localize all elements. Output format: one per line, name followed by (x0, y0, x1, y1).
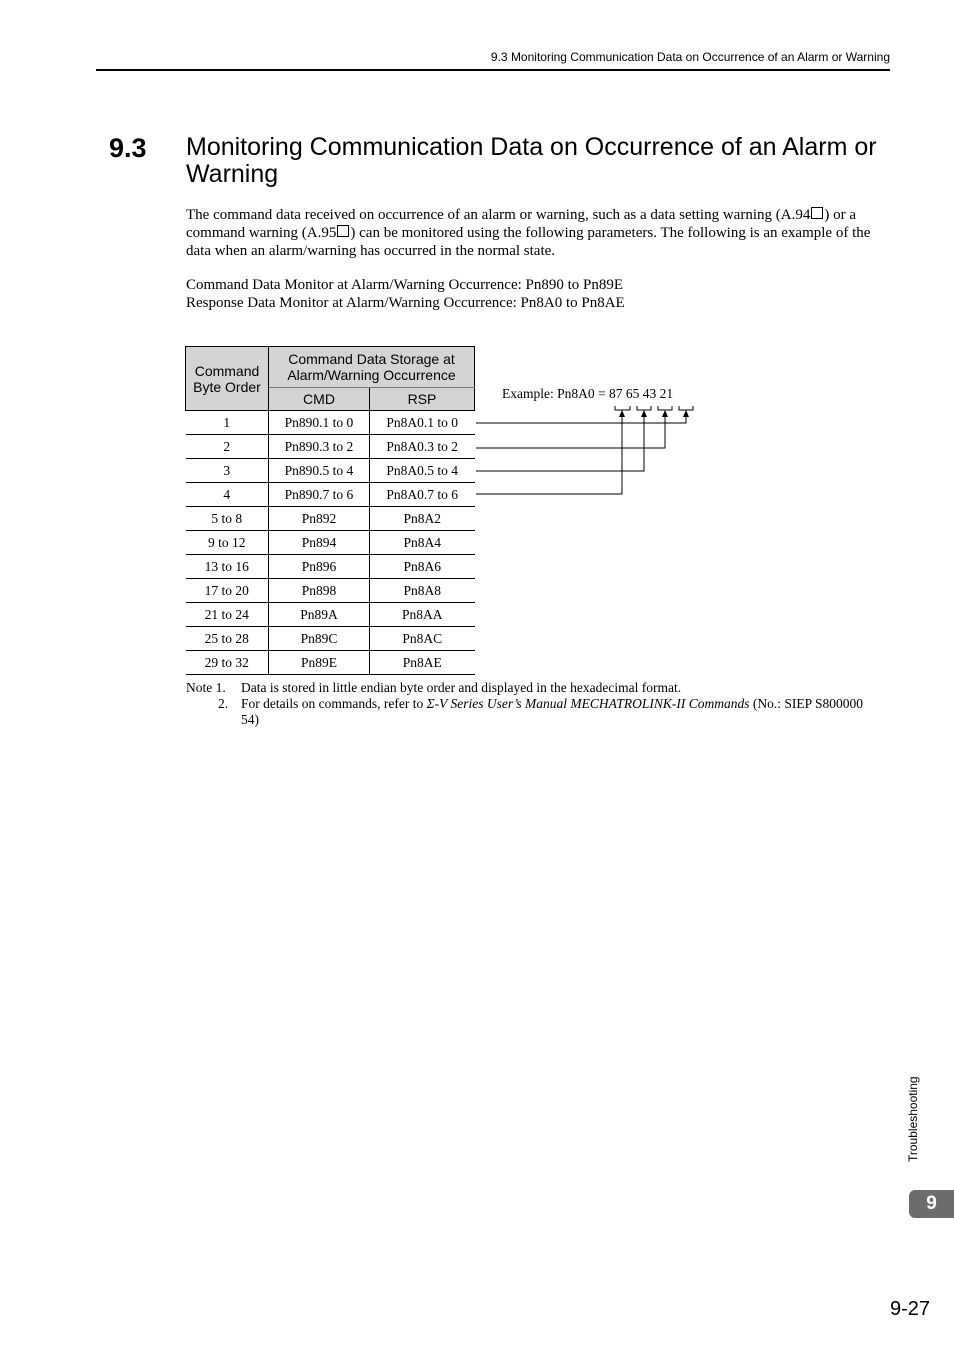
cell-cmd: Pn890.1 to 0 (269, 411, 370, 435)
intro-text-2: ) or a command warning (A.95 (186, 207, 856, 241)
table-row (186, 459, 475, 483)
table-row (186, 435, 475, 459)
table-row (186, 507, 475, 531)
cell-rsp: Pn8AE (370, 651, 475, 675)
cell-order: 5 to 8 (186, 507, 269, 531)
cell-order: 4 (186, 483, 269, 507)
table-row (186, 483, 475, 507)
cell-cmd: Pn89E (269, 651, 370, 675)
arrow-head (619, 410, 625, 417)
cell-cmd: Pn898 (269, 579, 370, 603)
example-label: Example: Pn8A0 = 87 65 43 21 (502, 386, 674, 401)
bracket-43 (658, 406, 672, 410)
table-row (186, 555, 475, 579)
table-row (186, 603, 475, 627)
cell-rsp: Pn8AC (370, 627, 475, 651)
cell-order: 3 (186, 459, 269, 483)
cell-order: 25 to 28 (186, 627, 269, 651)
connector-byte1 (476, 415, 686, 423)
cell-rsp: Pn8A0.5 to 4 (370, 459, 475, 483)
cell-order: 2 (186, 435, 269, 459)
intro-paragraph (186, 206, 890, 260)
cell-cmd: Pn890.5 to 4 (269, 459, 370, 483)
byte-mapping-diagram (470, 400, 710, 500)
cell-order: 9 to 12 (186, 531, 269, 555)
note-2-text (241, 696, 881, 728)
table-row (186, 651, 475, 675)
box-placeholder-icon (337, 225, 349, 237)
running-header: 9.3 Monitoring Communication Data on Occurrence of an Alarm or Warning (490, 50, 890, 64)
table-row (186, 531, 475, 555)
note-2-after: (No.: SIEP S800000 54) (241, 696, 864, 727)
bracket-21 (679, 406, 693, 410)
cell-cmd: Pn890.7 to 6 (269, 483, 370, 507)
bracket-65 (637, 406, 651, 410)
cell-order: 13 to 16 (186, 555, 269, 579)
arrow-head (683, 410, 689, 417)
cell-rsp: Pn8A0.7 to 6 (370, 483, 475, 507)
header-storage: Command Data Storage at Alarm/Warning Occurrence (269, 347, 475, 388)
note-2-prefix: 2. (218, 696, 229, 711)
cell-cmd: Pn896 (269, 555, 370, 579)
table-row (186, 411, 475, 435)
header-rule (96, 69, 890, 71)
cell-rsp: Pn8A0.1 to 0 (370, 411, 475, 435)
arrow-head (641, 410, 647, 417)
section-number: 9.3 (109, 133, 147, 163)
cell-cmd: Pn894 (269, 531, 370, 555)
header-byte-order: Command Byte Order (186, 347, 269, 411)
note-2-before: For details on commands, refer to (241, 696, 427, 711)
arrow-head (662, 410, 668, 417)
intro-text-3: ) can be monitored using the following parameters. The following is an example of the data when an alarm/warning has occurred in the normal state. (186, 225, 871, 259)
cell-rsp: Pn8A0.3 to 2 (370, 435, 475, 459)
cell-cmd: Pn892 (269, 507, 370, 531)
side-tab-label: Troubleshooting (906, 1076, 920, 1162)
section-title: Monitoring Communication Data on Occurrence of an Alarm or Warning (186, 133, 877, 188)
cell-cmd: Pn890.3 to 2 (269, 435, 370, 459)
cell-rsp: Pn8A6 (370, 555, 475, 579)
page-number: 9-27 (889, 1298, 930, 1320)
cell-order: 29 to 32 (186, 651, 269, 675)
header-cmd: CMD (269, 388, 370, 411)
command-monitor-line: Command Data Monitor at Alarm/Warning Occurrence: Pn890 to Pn89E (186, 277, 624, 293)
table-row (186, 627, 475, 651)
manual-title: Σ-V Series User’s Manual MECHATROLINK-II Commands (426, 696, 750, 711)
cell-rsp: Pn8A8 (370, 579, 475, 603)
connector-byte4 (476, 415, 622, 494)
cell-rsp: Pn8AA (370, 603, 475, 627)
cell-order: 17 to 20 (186, 579, 269, 603)
cell-cmd: Pn89A (269, 603, 370, 627)
bracket-87 (615, 406, 630, 410)
note-1-text: Data is stored in little endian byte order and displayed in the hexadecimal format. (241, 680, 682, 695)
box-placeholder-icon (811, 207, 823, 219)
cell-cmd: Pn89C (269, 627, 370, 651)
cell-rsp: Pn8A2 (370, 507, 475, 531)
cell-order: 1 (186, 411, 269, 435)
byte-order-table (185, 346, 475, 675)
table-row (186, 579, 475, 603)
response-monitor-line: Response Data Monitor at Alarm/Warning Occurrence: Pn8A0 to Pn8AE (186, 295, 625, 311)
connector-byte2 (476, 415, 665, 448)
header-rsp: RSP (370, 388, 475, 411)
note-1-prefix: Note 1. (186, 680, 226, 695)
cell-rsp: Pn8A4 (370, 531, 475, 555)
cell-order: 21 to 24 (186, 603, 269, 627)
chapter-tab: 9 (909, 1190, 954, 1218)
intro-text-1: The command data received on occurrence of an alarm or warning, such as a data setting warning (A.94 (186, 207, 811, 223)
